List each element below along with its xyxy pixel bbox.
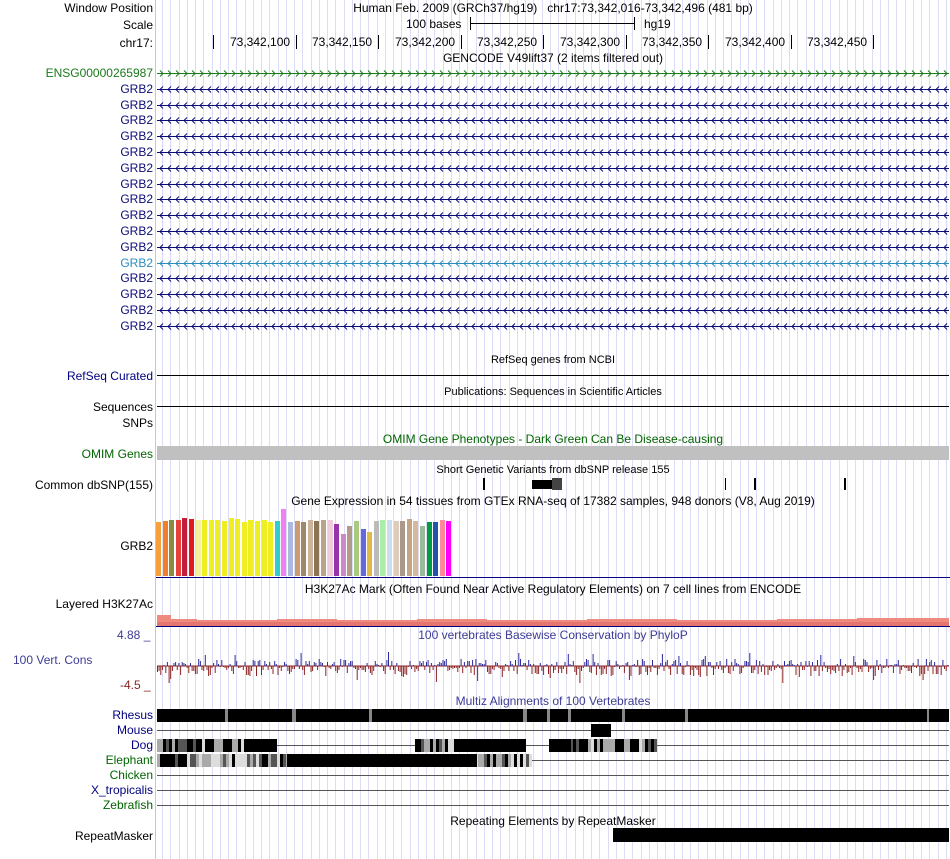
gtex-tissue-bar[interactable] <box>196 520 201 576</box>
gencode-transcript[interactable] <box>157 68 949 79</box>
gtex-tissue-bar[interactable] <box>209 520 214 576</box>
multiz-species-label[interactable]: Chicken <box>109 768 153 782</box>
gencode-transcript[interactable] <box>157 194 949 205</box>
multiz-species-label[interactable]: Elephant <box>105 753 153 767</box>
gencode-gene-label[interactable]: GRB2 <box>120 224 153 238</box>
phylop-track-label[interactable]: 100 Vert. Cons <box>13 653 93 667</box>
gtex-tissue-bar[interactable] <box>248 520 253 576</box>
multiz-aligned-block <box>369 709 372 722</box>
repeatmasker-track-title: Repeating Elements by RepeatMasker <box>450 814 656 828</box>
gtex-tissue-bar[interactable] <box>301 522 306 576</box>
ruler-tick <box>543 35 544 49</box>
h3k27ac-track-title: H3K27Ac Mark (Often Found Near Active Regulatory Elements) on 7 cell lines from ENCODE <box>304 582 802 596</box>
gtex-tissue-bar[interactable] <box>275 521 280 576</box>
multiz-alignment-row[interactable] <box>157 739 949 752</box>
multiz-aligned-block <box>547 709 550 722</box>
gtex-tissue-bar[interactable] <box>156 522 161 576</box>
h3k27ac-signal[interactable] <box>157 614 949 626</box>
multiz-aligned-block <box>292 709 296 722</box>
dbsnp-variant[interactable] <box>754 478 756 490</box>
multiz-aligned-block <box>549 739 571 752</box>
gencode-transcript[interactable] <box>157 131 949 142</box>
pubs-track-line[interactable] <box>157 406 949 407</box>
multiz-species-label[interactable]: Mouse <box>116 723 153 737</box>
ruler-tick <box>461 35 462 49</box>
repeatmasker-element[interactable] <box>613 828 949 842</box>
gtex-tissue-bar[interactable] <box>308 520 313 576</box>
gencode-gene-label[interactable]: GRB2 <box>120 145 153 159</box>
window-position-label: Window Position <box>64 1 153 15</box>
gtex-tissue-bar[interactable] <box>281 509 286 576</box>
ruler-tick <box>626 35 627 49</box>
refseq-track-title: RefSeq genes from NCBI <box>490 354 616 366</box>
gencode-gene-label[interactable]: GRB2 <box>120 303 153 317</box>
phylop-min-label: -4.5 _ <box>120 678 151 692</box>
h3k27ac-signal-plot <box>157 614 949 626</box>
ruler-position-label: 73,342,250 <box>477 35 538 49</box>
dbsnp-variant[interactable] <box>725 478 726 490</box>
gtex-tissue-bar[interactable] <box>189 519 194 576</box>
ruler-position-label: 73,342,200 <box>395 35 456 49</box>
multiz-aligned-block <box>529 754 532 767</box>
pubs-track-label[interactable]: Sequences <box>92 400 153 414</box>
multiz-gap-line <box>157 790 949 791</box>
gencode-transcript[interactable] <box>157 84 949 95</box>
gtex-tissue-bar[interactable] <box>229 518 234 576</box>
multiz-aligned-block <box>523 709 527 722</box>
chrom-label: chr17: <box>119 36 153 50</box>
ruler-position-label: 73,342,350 <box>642 35 703 49</box>
multiz-gap-line <box>157 730 949 731</box>
gtex-tissue-bar[interactable] <box>433 522 438 576</box>
gencode-gene-label[interactable]: GRB2 <box>120 177 153 191</box>
multiz-species-label[interactable]: Zebrafish <box>102 798 153 812</box>
ruler-tick <box>378 35 379 49</box>
gtex-tissue-bar[interactable] <box>268 522 273 576</box>
ruler-position-label: 73,342,100 <box>230 35 291 49</box>
omim-track-title: OMIM Gene Phenotypes - Dark Green Can Be Disease-causing <box>382 432 724 446</box>
gencode-track-title: GENCODE V49lift37 (2 items filtered out) <box>442 51 664 65</box>
ruler-tick <box>213 35 214 49</box>
gencode-transcript[interactable] <box>157 226 949 237</box>
gtex-tissue-bar[interactable] <box>215 520 220 576</box>
gencode-transcript[interactable] <box>157 179 949 190</box>
gtex-tissue-bar[interactable] <box>222 521 227 576</box>
multiz-alignment-row[interactable] <box>157 784 949 797</box>
gtex-tissue-bar[interactable] <box>242 522 247 576</box>
gtex-track-title: Gene Expression in 54 tissues from GTEx RNA-seq of 17382 samples, 948 donors (V8, Aug 2019) <box>291 494 815 508</box>
gencode-gene-label[interactable]: GRB2 <box>120 319 153 333</box>
ruler-tick <box>708 35 709 49</box>
gtex-tissue-bar[interactable] <box>394 521 399 576</box>
gencode-gene-label[interactable]: GRB2 <box>120 208 153 222</box>
gencode-transcript[interactable] <box>157 258 949 269</box>
ruler-tick <box>873 35 874 49</box>
gtex-tissue-bar[interactable] <box>413 521 418 576</box>
gtex-tissue-bar[interactable] <box>446 521 451 576</box>
multiz-alignment-row[interactable] <box>157 709 949 722</box>
gencode-gene-label[interactable]: GRB2 <box>120 82 153 96</box>
phylop-plot-svg <box>157 648 949 688</box>
phylop-track-title: 100 vertebrates Basewise Conservation by PhyloP <box>418 628 688 642</box>
gtex-tissue-bar[interactable] <box>235 519 240 576</box>
multiz-gap-line <box>157 805 949 806</box>
multiz-species-label[interactable]: Rhesus <box>112 708 153 722</box>
gencode-transcript[interactable] <box>157 305 949 316</box>
multiz-aligned-block <box>157 709 949 722</box>
ruler-tick <box>791 35 792 49</box>
multiz-alignment-row[interactable] <box>157 754 949 767</box>
pubs-track-title: Publications: Sequences in Scientific Articles <box>444 386 662 398</box>
multiz-gap-line <box>157 775 949 776</box>
multiz-aligned-block <box>247 739 277 752</box>
gencode-gene-label[interactable]: GRB2 <box>120 287 153 301</box>
gtex-tissue-bar[interactable] <box>328 520 333 576</box>
multiz-track-title: Multiz Alignments of 100 Vertebrates <box>455 694 651 708</box>
gencode-gene-label[interactable]: GRB2 <box>120 98 153 112</box>
scale-bar-left-cap <box>470 17 471 30</box>
snps-group-label: SNPs <box>122 416 153 430</box>
gtex-tissue-bar[interactable] <box>361 529 366 576</box>
gencode-gene-label[interactable]: GRB2 <box>120 240 153 254</box>
gtex-tissue-bar[interactable] <box>262 520 267 576</box>
dbsnp-variant[interactable] <box>844 478 846 490</box>
ruler-position-label: 73,342,300 <box>560 35 621 49</box>
repeatmasker-track-label[interactable]: RepeatMasker <box>74 829 153 843</box>
dbsnp-variant[interactable] <box>552 478 562 490</box>
multiz-aligned-block <box>654 739 657 752</box>
gencode-transcript[interactable] <box>157 210 949 221</box>
gencode-transcript[interactable] <box>157 242 949 253</box>
scale-label: Scale <box>122 18 153 32</box>
gtex-tissue-bar[interactable] <box>387 520 392 576</box>
gencode-gene-label[interactable]: GRB2 <box>120 129 153 143</box>
dbsnp-track-label[interactable]: Common dbSNP(155) <box>34 478 153 492</box>
gtex-tissue-bar[interactable] <box>176 520 181 576</box>
refseq-track-label[interactable]: RefSeq Curated <box>66 369 153 383</box>
window-position-text: Human Feb. 2009 (GRCh37/hg19) chr17:73,342,016-73,342,496 (481 bp) <box>353 1 753 15</box>
omim-feature-bar[interactable] <box>157 446 949 460</box>
multiz-aligned-block <box>225 709 228 722</box>
ruler-position-label: 73,342,150 <box>312 35 373 49</box>
scale-bar-right-cap <box>634 17 635 30</box>
ruler-tick <box>296 35 297 49</box>
gtex-tissue-bar[interactable] <box>374 521 379 576</box>
dbsnp-variant[interactable] <box>483 478 485 490</box>
gtex-tissue-bar[interactable] <box>163 521 168 576</box>
gtex-tissue-bar[interactable] <box>314 521 319 576</box>
gtex-tissue-bar[interactable] <box>380 520 385 576</box>
multiz-aligned-block <box>622 709 625 722</box>
gencode-gene-label[interactable]: GRB2 <box>120 161 153 175</box>
omim-track-label[interactable]: OMIM Genes <box>81 447 153 461</box>
gtex-tissue-bar[interactable] <box>367 532 372 576</box>
gencode-gene-label[interactable]: GRB2 <box>120 113 153 127</box>
gtex-track-label[interactable]: GRB2 <box>120 539 153 553</box>
refseq-track-line[interactable] <box>157 375 949 376</box>
gencode-transcript[interactable] <box>157 321 949 332</box>
ruler-position-label: 73,342,400 <box>725 35 786 49</box>
gtex-tissue-bar[interactable] <box>341 534 346 576</box>
gtex-tissue-bar[interactable] <box>420 526 425 576</box>
gencode-transcript[interactable] <box>157 273 949 284</box>
dbsnp-track-title: Short Genetic Variants from dbSNP release 155 <box>436 464 670 476</box>
gencode-transcript[interactable] <box>157 100 949 111</box>
multiz-aligned-block <box>591 724 611 737</box>
multiz-aligned-block <box>927 709 929 722</box>
gtex-tissue-bar[interactable] <box>321 520 326 576</box>
gtex-tissue-bar[interactable] <box>427 522 432 576</box>
gtex-tissue-bar[interactable] <box>202 520 207 576</box>
multiz-alignment-row[interactable] <box>157 724 949 737</box>
multiz-species-label[interactable]: Dog <box>130 738 153 752</box>
gutter-divider <box>155 0 156 859</box>
gtex-tissue-bar[interactable] <box>334 524 339 576</box>
ruler-position-label: 73,342,450 <box>807 35 868 49</box>
gencode-transcript[interactable] <box>157 289 949 300</box>
gtex-tissue-bar[interactable] <box>400 521 405 576</box>
gtex-tissue-bar[interactable] <box>182 518 187 576</box>
gencode-gene-label[interactable]: GRB2 <box>120 271 153 285</box>
multiz-aligned-block <box>287 754 477 767</box>
multiz-aligned-block <box>685 709 688 722</box>
gencode-transcript[interactable] <box>157 163 949 174</box>
multiz-alignment-row[interactable] <box>157 799 949 812</box>
gencode-transcript[interactable] <box>157 115 949 126</box>
gtex-tissue-bar[interactable] <box>169 520 174 576</box>
scale-bases-text: 100 bases <box>406 17 462 31</box>
multiz-alignment-row[interactable] <box>157 769 949 782</box>
multiz-aligned-block <box>568 709 571 722</box>
gtex-tissue-bar[interactable] <box>354 521 359 576</box>
gtex-tissue-bar[interactable] <box>255 521 260 576</box>
gtex-tissue-bar[interactable] <box>295 521 300 576</box>
gtex-tissue-bar[interactable] <box>347 526 352 576</box>
gtex-tissue-bar[interactable] <box>288 522 293 576</box>
multiz-aligned-block <box>457 739 525 752</box>
multiz-species-label[interactable]: X_tropicalis <box>90 783 153 797</box>
phylop-max-label: 4.88 _ <box>117 628 151 642</box>
gencode-gene-label[interactable]: ENSG00000265987 <box>45 66 153 80</box>
gencode-gene-label[interactable]: GRB2 <box>120 256 153 270</box>
gtex-tissue-bar[interactable] <box>440 520 445 576</box>
scale-bar <box>470 23 634 24</box>
gtex-tissue-bar[interactable] <box>407 519 412 576</box>
h3k27ac-track-label[interactable]: Layered H3K27Ac <box>55 597 153 611</box>
gtex-baseline <box>156 577 950 578</box>
gencode-transcript[interactable] <box>157 147 949 158</box>
h3k27ac-baseline <box>156 626 950 627</box>
gencode-gene-label[interactable]: GRB2 <box>120 192 153 206</box>
scale-assembly-text: hg19 <box>644 17 671 31</box>
